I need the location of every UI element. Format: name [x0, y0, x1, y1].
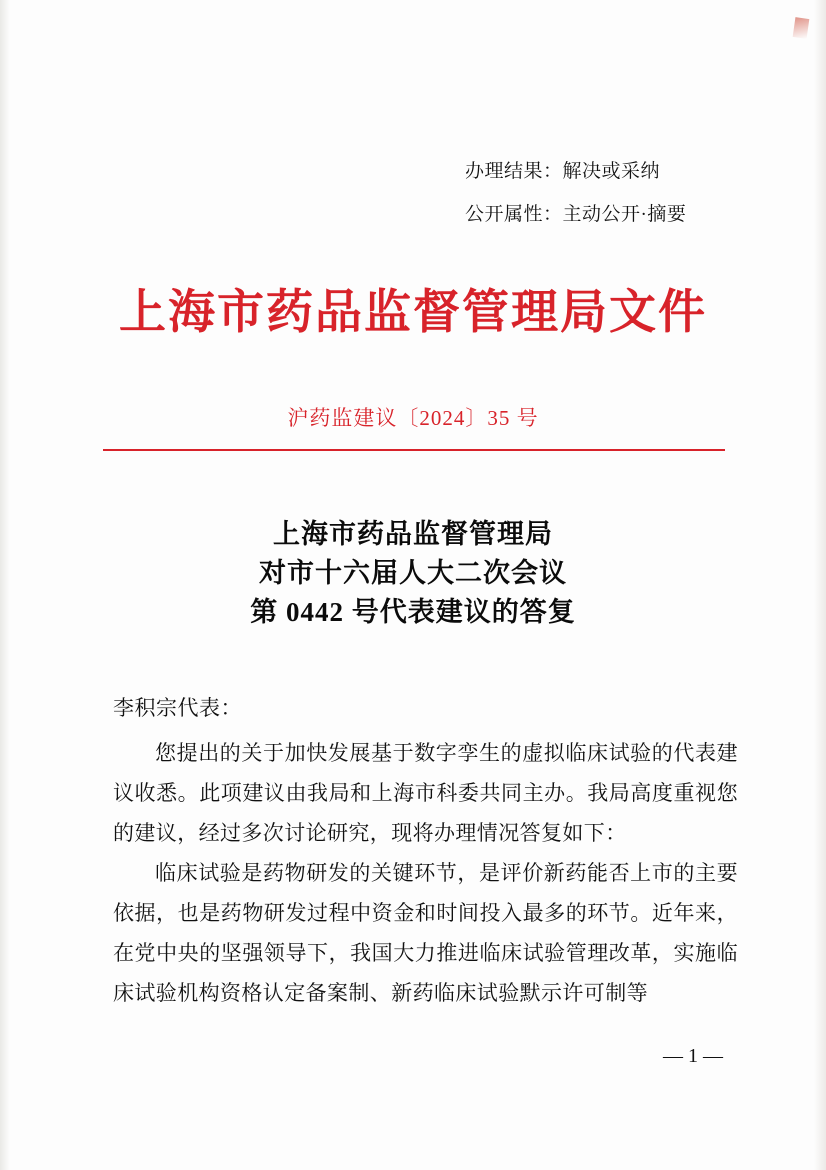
document-meta	[465, 150, 686, 236]
salutation: 李积宗代表：	[113, 696, 242, 720]
page-number: — 1 —	[663, 1045, 723, 1067]
subject-line-2: 对市十六届人大二次会议	[259, 558, 567, 588]
document-body	[113, 733, 738, 1013]
red-divider-rule	[103, 449, 725, 451]
body-paragraph-1: 您提出的关于加快发展基于数字孪生的虚拟临床试验的代表建议收悉。此项建议由我局和上海市科委共同主办。我局高度重视您的建议，经过多次讨论研究，现将办理情况答复如下：	[113, 741, 738, 845]
body-paragraph-2: 临床试验是药物研发的关键环节，是评价新药能否上市的主要依据，也是药物研发过程中资金和时间投入最多的环节。近年来，在党中央的坚强领导下，我国大力推进临床试验管理改革，实施临床试验机构资格认定备案制、新药临床试验默示许可制等	[113, 861, 738, 1005]
subject-line-1: 上海市药品监督管理局	[273, 519, 553, 549]
document-subject	[0, 515, 826, 632]
disclosure-attribute-line: 公开属性：主动公开·摘要	[465, 204, 687, 225]
document-number: 沪药监建议〔2024〕35 号	[287, 406, 539, 430]
document-title: 上海市药品监督管理局文件	[119, 287, 707, 339]
handling-result-line: 办理结果：解决或采纳	[465, 161, 661, 182]
subject-line-3: 第 0442 号代表建议的答复	[250, 597, 576, 627]
